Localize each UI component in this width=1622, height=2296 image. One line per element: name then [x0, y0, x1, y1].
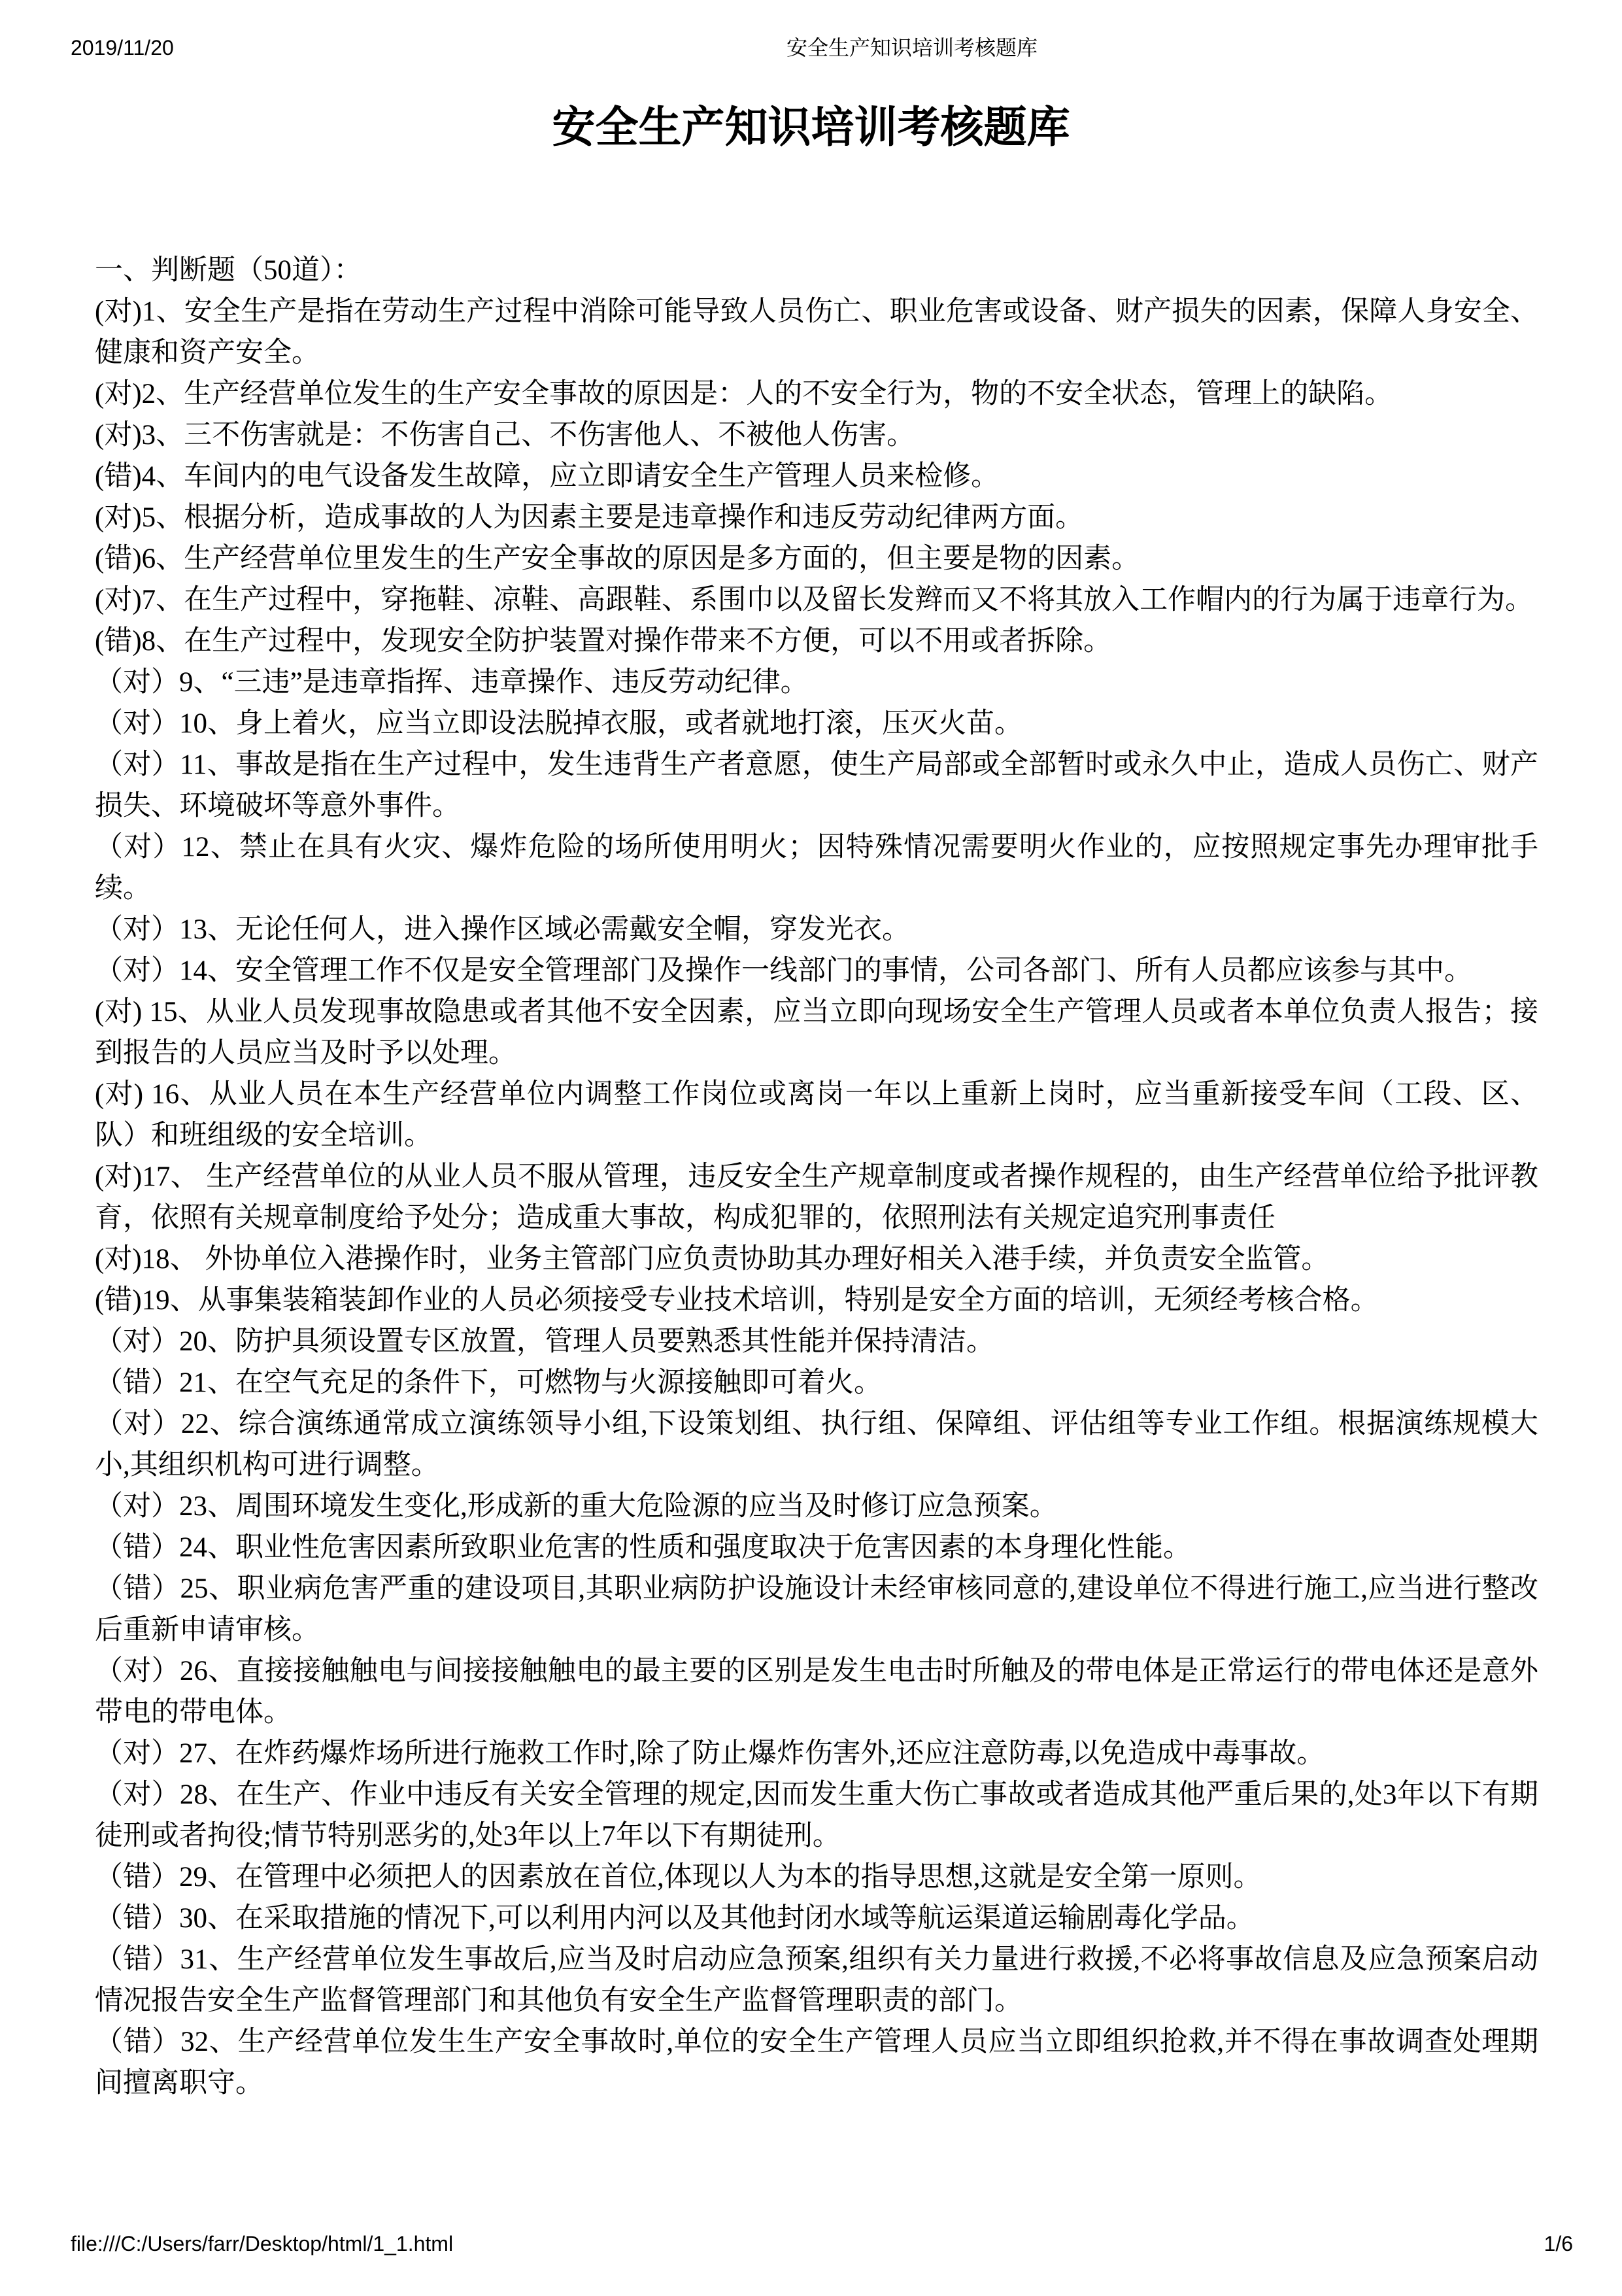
question-28: （对）28、在生产、作业中违反有关安全管理的规定,因而发生重大伤亡事故或者造成其他严重后果的,处3年以下有期徒刑或者拘役;情节特别恶劣的,处3年以上7年以下有期徒刑。: [95, 1779, 1538, 1851]
question-20: （对）20、防护具须设置专区放置，管理人员要熟悉其性能并保持清洁。: [95, 1326, 994, 1357]
question-16: (对) 16、从业人员在本生产经营单位内调整工作岗位或离岗一年以上重新上岗时，应当重新接受车间（工段、区、队）和班组级的安全培训。: [95, 1079, 1538, 1151]
question-24: （错）24、职业性危害因素所致职业危害的性质和强度取决于危害因素的本身理化性能。: [95, 1532, 1191, 1563]
question-8: (错)8、在生产过程中，发现安全防护装置对操作带来不方便，可以不用或者拆除。: [95, 626, 1112, 657]
question-3: (对)3、三不伤害就是：不伤害自己、不伤害他人、不被他人伤害。: [95, 420, 915, 451]
question-1: (对)1、安全生产是指在劳动生产过程中消除可能导致人员伤亡、职业危害或设备、财产损失的因素，保障人身安全、健康和资产安全。: [95, 296, 1538, 368]
question-30: （错）30、在采取措施的情况下,可以利用内河以及其他封闭水域等航运渠道运输剧毒化学品。: [95, 1903, 1255, 1934]
question-4: (错)4、车间内的电气设备发生故障，应立即请安全生产管理人员来检修。: [95, 461, 1000, 492]
header-doc-title: 安全生产知识培训考核题库: [786, 36, 1038, 60]
question-11: （对）11、事故是指在生产过程中，发生违背生产者意愿，使生产局部或全部暂时或永久中止，造成人员伤亡、财产损失、环境破坏等意外事件。: [95, 749, 1538, 821]
question-7: (对)7、在生产过程中，穿拖鞋、凉鞋、高跟鞋、系围巾以及留长发辫而又不将其放入工作帽内的行为属于违章行为。: [95, 585, 1534, 615]
header-date: 2019/11/20: [71, 36, 174, 60]
document-body: [95, 250, 1538, 2104]
question-22: （对）22、综合演练通常成立演练领导小组,下设策划组、执行组、保障组、评估组等专业工作组。根据演练规模大小,其组织机构可进行调整。: [95, 1409, 1538, 1481]
question-26: （对）26、直接接触触电与间接接触触电的最主要的区别是发生电击时所触及的带电体是正常运行的带电体还是意外带电的带电体。: [95, 1656, 1538, 1728]
document-title: 安全生产知识培训考核题库: [552, 104, 1070, 152]
question-19: (错)19、从事集装箱装卸作业的人员必须接受专业技术培训，特别是安全方面的培训，无须经考核合格。: [95, 1285, 1379, 1316]
question-21: （错）21、在空气充足的条件下，可燃物与火源接触即可着火。: [95, 1367, 882, 1398]
question-31: （错）31、生产经营单位发生事故后,应当及时启动应急预案,组织有关力量进行救援,不必将事故信息及应急预案启动情况报告安全生产监督管理部门和其他负有安全生产监督管理职责的部门。: [95, 1944, 1538, 2016]
question-18: (对)18、 外协单位入港操作时，业务主管部门应负责协助其办理好相关入港手续，并负责安全监管。: [95, 1244, 1330, 1275]
question-6: (错)6、生产经营单位里发生的生产安全事故的原因是多方面的，但主要是物的因素。: [95, 543, 1140, 574]
question-5: (对)5、根据分析，造成事故的人为因素主要是违章操作和违反劳动纪律两方面。: [95, 502, 1084, 533]
section-heading: 一、判断题（50道）：: [95, 255, 362, 286]
question-13: （对）13、无论任何人，进入操作区域必需戴安全帽，穿发光衣。: [95, 914, 910, 945]
question-25: （错）25、职业病危害严重的建设项目,其职业病防护设施设计未经审核同意的,建设单位不得进行施工,应当进行整改后重新申请审核。: [95, 1573, 1538, 1645]
question-32: （错）32、生产经营单位发生生产安全事故时,单位的安全生产管理人员应当立即组织抢救,并不得在事故调查处理期间擅离职守。: [95, 2027, 1538, 2099]
question-29: （错）29、在管理中必须把人的因素放在首位,体现以人为本的指导思想,这就是安全第一原则。: [95, 1862, 1262, 1893]
question-12: （对）12、禁止在具有火灾、爆炸危险的场所使用明火；因特殊情况需要明火作业的，应按照规定事先办理审批手续。: [95, 832, 1538, 904]
question-15: (对) 15、从业人员发现事故隐患或者其他不安全因素，应当立即向现场安全生产管理人员或者本单位负责人报告；接到报告的人员应当及时予以处理。: [95, 997, 1538, 1069]
question-10: （对）10、身上着火，应当立即设法脱掉衣服，或者就地打滚，压灭火苗。: [95, 708, 1022, 739]
print-header: [71, 36, 1573, 62]
question-9: （对）9、“三违”是违章指挥、违章操作、违反劳动纪律。: [95, 667, 809, 698]
footer-file-url: file:///C:/Users/farr/Desktop/html/1_1.html: [71, 2232, 454, 2255]
question-27: （对）27、在炸药爆炸场所进行施救工作时,除了防止爆炸伤害外,还应注意防毒,以免造成中毒事故。: [95, 1738, 1325, 1769]
question-14: （对）14、安全管理工作不仅是安全管理部门及操作一线部门的事情，公司各部门、所有人员都应该参与其中。: [95, 955, 1472, 986]
question-17: (对)17、 生产经营单位的从业人员不服从管理，违反安全生产规章制度或者操作规程的，由生产经营单位给予批评教育，依照有关规章制度给予处分；造成重大事故，构成犯罪的，依照刑法有关规定追究刑事责任: [95, 1161, 1538, 1233]
question-23: （对）23、周围环境发生变化,形成新的重大危险源的应当及时修订应急预案。: [95, 1491, 1058, 1522]
question-2: (对)2、生产经营单位发生的生产安全事故的原因是：人的不安全行为，物的不安全状态，管理上的缺陷。: [95, 379, 1393, 409]
footer-page-number: 1/6: [1544, 2232, 1573, 2255]
print-footer: [71, 2231, 1573, 2256]
